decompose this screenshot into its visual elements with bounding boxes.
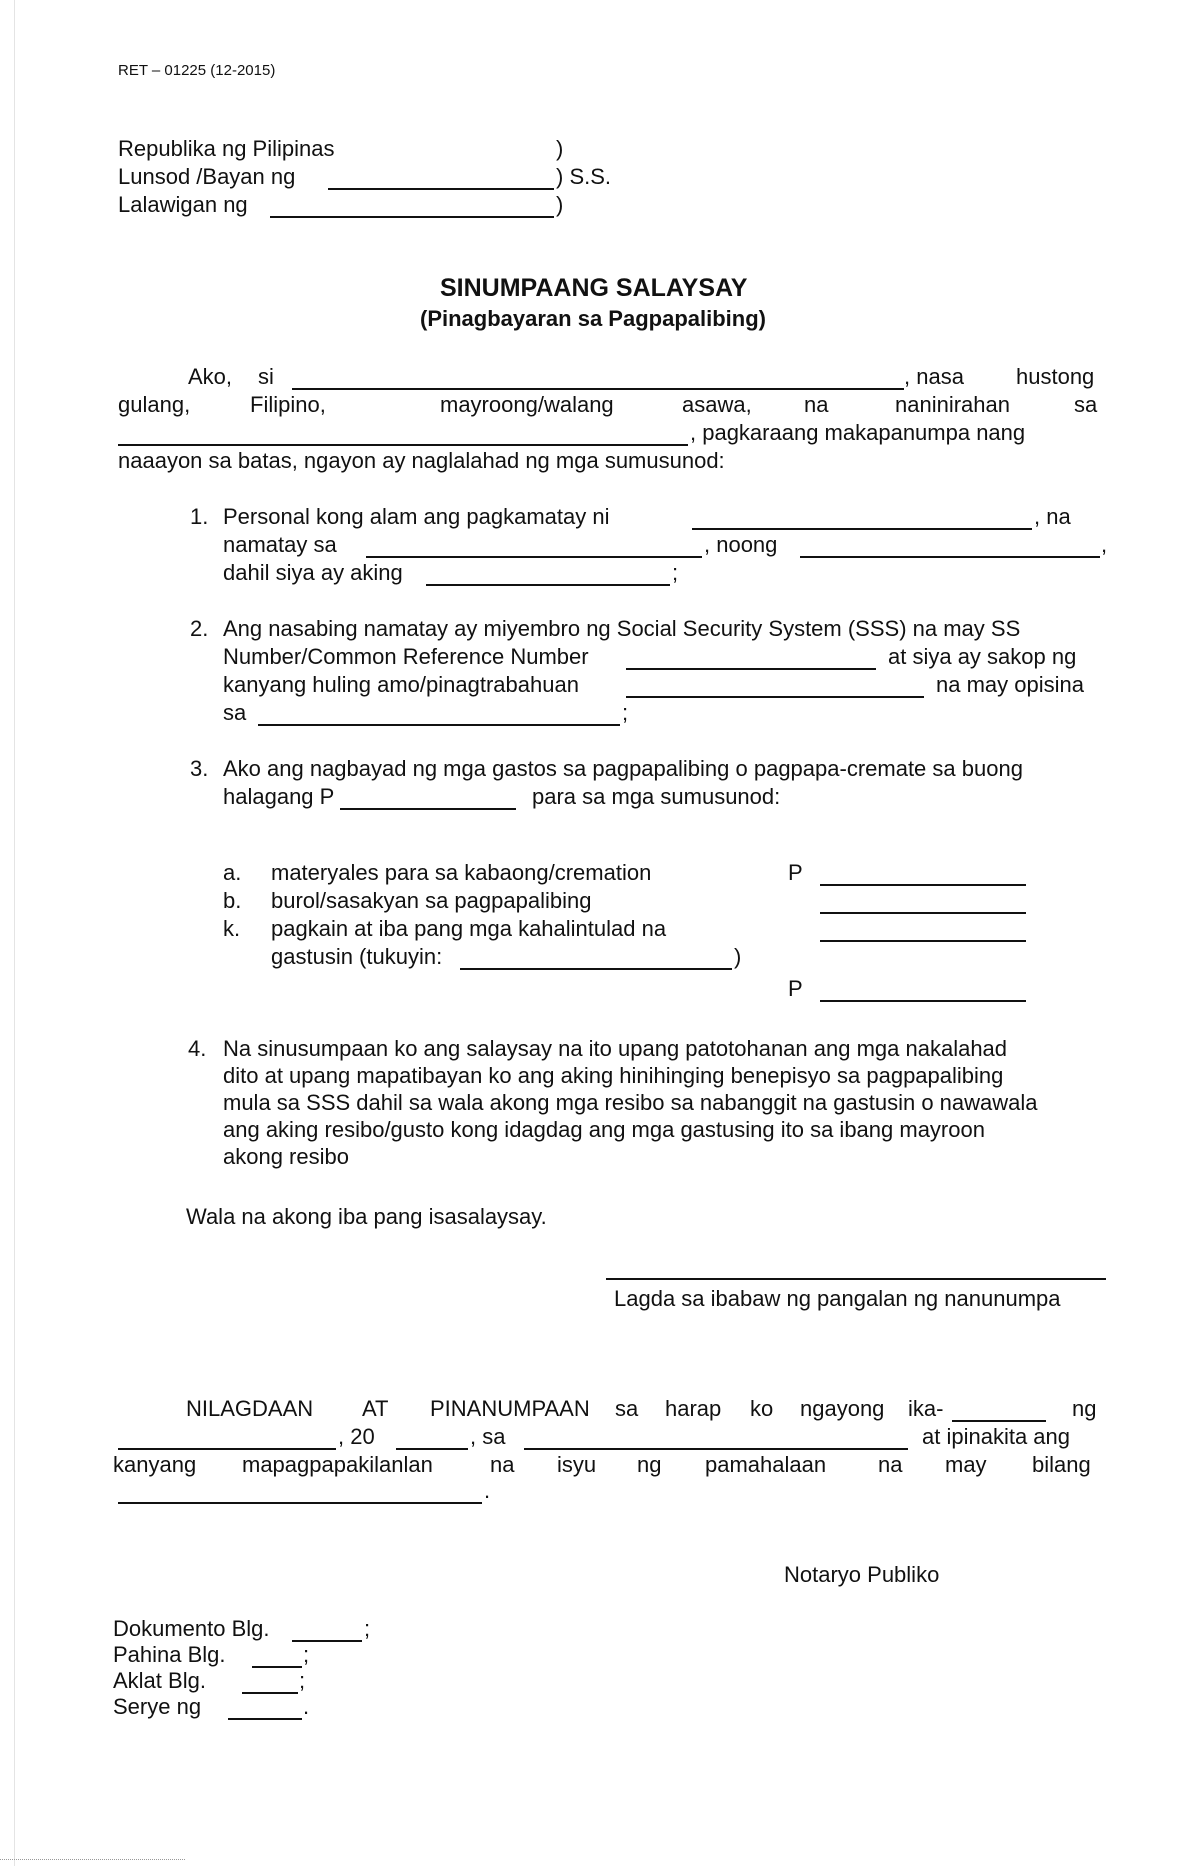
item-number: 4. <box>188 1036 207 1061</box>
form-code: RET – 01225 (12-2015) <box>118 62 276 79</box>
intro-word: , pagkaraang makapanumpa nang <box>690 420 1026 445</box>
intro-word: Filipino, <box>250 392 326 417</box>
jurat-word: pamahalaan <box>705 1452 827 1477</box>
jurat-word: bilang <box>1032 1452 1091 1477</box>
item-text: , na <box>1034 504 1071 529</box>
item-text: Personal kong alam ang pagkamatay ni <box>223 504 610 529</box>
venue-paren-3: ) <box>556 192 564 217</box>
doc-punct: . <box>303 1694 310 1719</box>
item-text: Ako ang nagbayad ng mga gastos sa pagpapalibing o pagpapa-cremate sa buong <box>223 756 1023 781</box>
expense-total-field[interactable] <box>820 1000 1026 1002</box>
expense-label: a. <box>223 860 242 885</box>
item-number: 1. <box>190 504 209 529</box>
jurat-word: may <box>945 1452 987 1477</box>
item-text: ; <box>672 560 679 585</box>
residence-field[interactable] <box>118 444 688 446</box>
page-number-field[interactable] <box>252 1666 302 1668</box>
document-subtitle: (Pinagbayaran sa Pagpapalibing) <box>420 306 766 331</box>
intro-word: gulang, <box>118 392 191 417</box>
book-number-label: Aklat Blg. <box>113 1668 206 1693</box>
item-number: 3. <box>190 756 209 781</box>
jurat-word: AT <box>362 1396 389 1421</box>
document-title: SINUMPAANG SALAYSAY <box>440 274 748 302</box>
doc-number-label: Dokumento Blg. <box>113 1616 270 1641</box>
jurat-word: isyu <box>557 1452 597 1477</box>
item-text: Number/Common Reference Number <box>223 644 589 669</box>
doc-punct: ; <box>299 1668 306 1693</box>
death-place-field[interactable] <box>366 556 702 558</box>
jurat-word: sa <box>615 1396 639 1421</box>
item-text: sa <box>223 700 247 725</box>
peso-sign: P <box>788 860 803 885</box>
expense-k-amount-field[interactable] <box>820 940 1026 942</box>
venue-country: Republika ng Pilipinas <box>118 136 335 161</box>
jurat-word: harap <box>665 1396 722 1421</box>
jurat-word: NILAGDAAN <box>186 1396 314 1421</box>
page-number-label: Pahina Blg. <box>113 1642 226 1667</box>
jurat-word: ng <box>637 1452 662 1477</box>
expense-specify-field[interactable] <box>460 968 732 970</box>
total-amount-field[interactable] <box>340 808 516 810</box>
jurat-word: ko <box>750 1396 774 1421</box>
relationship-field[interactable] <box>426 584 670 586</box>
jurat-place-field[interactable] <box>524 1448 908 1450</box>
item-text: , noong <box>704 532 778 557</box>
death-date-field[interactable] <box>800 556 1100 558</box>
intro-line: naaayon sa batas, ngayon ay naglalahad ng mga sumusunod: <box>118 448 725 473</box>
jurat-word: at ipinakita ang <box>922 1424 1070 1449</box>
employer-field[interactable] <box>626 696 924 698</box>
expense-label: k. <box>223 916 241 941</box>
item-text: ; <box>622 700 629 725</box>
item-text: halagang P <box>223 784 335 809</box>
jurat-word: ika- <box>908 1396 944 1421</box>
item-text: , <box>1101 532 1108 557</box>
expense-text: gastusin (tukuyin: <box>271 944 443 969</box>
jurat-day-field[interactable] <box>952 1420 1046 1422</box>
expense-b-amount-field[interactable] <box>820 912 1026 914</box>
item-text: mula sa SSS dahil sa wala akong mga resibo sa nabanggit na gastusin o nawawala <box>223 1090 1038 1115</box>
expense-label: b. <box>223 888 242 913</box>
peso-sign: P <box>788 976 803 1001</box>
ss-number-field[interactable] <box>626 668 876 670</box>
item-text: ang aking resibo/gusto kong idagdag ang mga gastusing ito sa ibang mayroon <box>223 1117 985 1142</box>
item-number: 2. <box>190 616 209 641</box>
item-text: Ang nasabing namatay ay miyembro ng Social Security System (SSS) na may SS <box>223 616 1021 641</box>
jurat-word: ngayong <box>800 1396 885 1421</box>
intro-word: , nasa <box>904 364 964 389</box>
closing-statement: Wala na akong iba pang isasalaysay. <box>186 1204 547 1229</box>
doc-punct: ; <box>303 1642 310 1667</box>
jurat-month-field[interactable] <box>118 1448 336 1450</box>
item-text: na may opisina <box>936 672 1084 697</box>
item-text: namatay sa <box>223 532 337 557</box>
office-address-field[interactable] <box>258 724 620 726</box>
expense-text: pagkain at iba pang mga kahalintulad na <box>271 916 667 941</box>
item-text: akong resibo <box>223 1144 349 1169</box>
doc-punct: ; <box>364 1616 371 1641</box>
intro-word: sa <box>1074 392 1098 417</box>
venue-province-field[interactable] <box>270 216 554 218</box>
page-edge-rule <box>14 0 15 1866</box>
jurat-word: , sa <box>470 1424 506 1449</box>
venue-paren-1: ) <box>556 136 564 161</box>
jurat-word: na <box>878 1452 903 1477</box>
series-label: Serye ng <box>113 1694 202 1719</box>
venue-province-label: Lalawigan ng <box>118 192 248 217</box>
venue-paren-ss: ) S.S. <box>556 164 612 189</box>
item-text: dahil siya ay aking <box>223 560 403 585</box>
item-text: kanyang huling amo/pinagtrabahuan <box>223 672 579 697</box>
jurat-word: , 20 <box>338 1424 375 1449</box>
intro-word: na <box>804 392 829 417</box>
item-text: dito at upang mapatibayan ko ang aking hinihinging benepisyo sa pagpapalibing <box>223 1063 1004 1088</box>
bottom-edge-rule <box>0 1859 185 1860</box>
jurat-word: na <box>490 1452 515 1477</box>
venue-city-field[interactable] <box>328 188 554 190</box>
intro-word: mayroong/walang <box>440 392 614 417</box>
series-field[interactable] <box>228 1718 302 1720</box>
jurat-word: . <box>484 1478 491 1503</box>
jurat-year-field[interactable] <box>396 1448 468 1450</box>
expense-a-amount-field[interactable] <box>820 884 1026 886</box>
notary-label: Notaryo Publiko <box>784 1562 940 1587</box>
jurat-word: PINANUMPAAN <box>430 1396 590 1421</box>
jurat-word: kanyang <box>113 1452 197 1477</box>
jurat-word: ng <box>1072 1396 1097 1421</box>
jurat-id-number-field[interactable] <box>118 1502 482 1504</box>
book-number-field[interactable] <box>242 1692 298 1694</box>
intro-word: si <box>258 364 274 389</box>
expense-text: materyales para sa kabaong/cremation <box>271 860 652 885</box>
intro-word: asawa, <box>682 392 752 417</box>
intro-word: Ako, <box>188 364 233 389</box>
signature-caption: Lagda sa ibabaw ng pangalan ng nanunumpa <box>614 1286 1061 1311</box>
item-text: Na sinusumpaan ko ang salaysay na ito upang patotohanan ang mga nakalahad <box>223 1036 1008 1061</box>
expense-text: ) <box>734 944 742 969</box>
affiant-name-field[interactable] <box>292 388 904 390</box>
intro-word: naninirahan <box>895 392 1010 417</box>
deceased-name-field[interactable] <box>692 528 1032 530</box>
item-text: at siya ay sakop ng <box>888 644 1077 669</box>
expense-text: burol/sasakyan sa pagpapalibing <box>271 888 592 913</box>
venue-city-label: Lunsod /Bayan ng <box>118 164 296 189</box>
item-text: para sa mga sumusunod: <box>532 784 781 809</box>
intro-word: hustong <box>1016 364 1095 389</box>
jurat-word: mapagpapakilanlan <box>242 1452 433 1477</box>
signature-line[interactable] <box>606 1278 1106 1280</box>
